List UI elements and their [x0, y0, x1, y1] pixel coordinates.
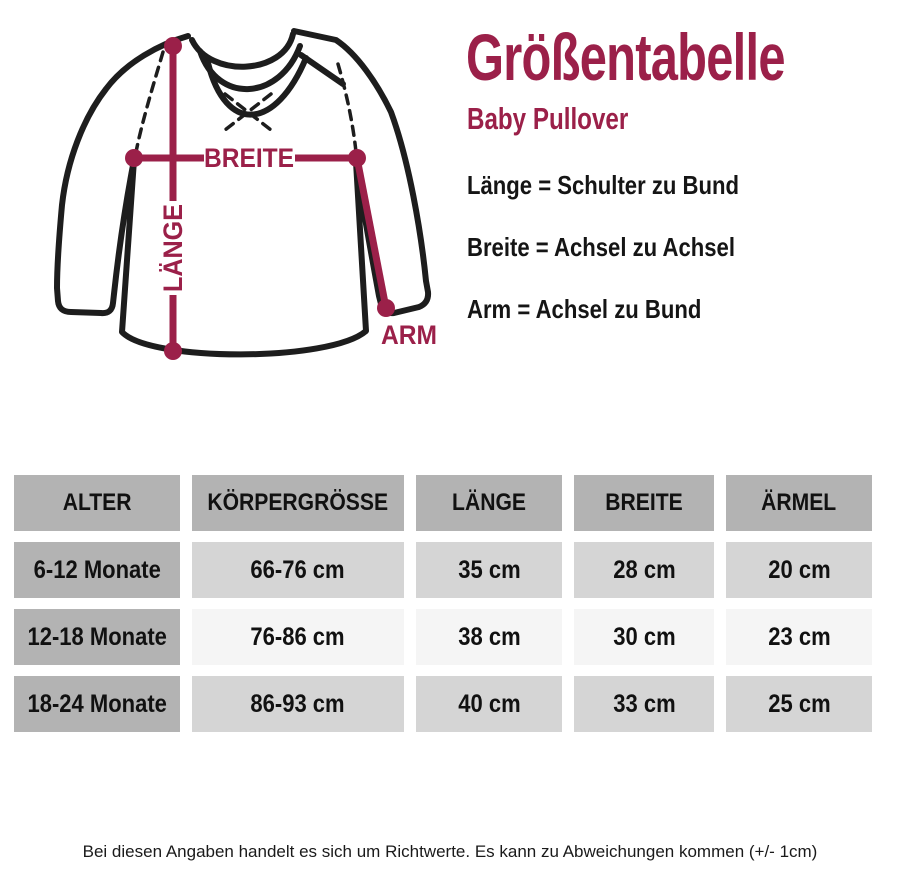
definition-arm: Arm = Achsel zu Bund [467, 294, 702, 324]
cell-row3-aermel: 25 cm [726, 676, 872, 732]
shoulder-flap-line [301, 55, 343, 84]
measurement-overlay [125, 37, 437, 360]
cell-row1-alter: 6-12 Monate [14, 542, 180, 598]
page-subtitle: Baby Pullover [467, 101, 629, 136]
cell-row2-aermel: 23 cm [726, 609, 872, 665]
header-cell-breite: BREITE [574, 475, 714, 531]
definition-laenge: Länge = Schulter zu Bund [467, 170, 739, 200]
page-title: Größentabelle [466, 20, 785, 94]
measurement-definitions [466, 172, 896, 322]
cell-row1-laenge: 35 cm [416, 542, 562, 598]
cell-row2-koerpergroesse: 76-86 cm [192, 609, 404, 665]
arm-label: ARM [381, 320, 437, 350]
footer-note: Bei diesen Angaben handelt es sich um Richtwerte. Es kann zu Abweichungen kommen (+/- 1cm) [82, 842, 818, 861]
cell-row1-aermel: 20 cm [726, 542, 872, 598]
laenge-label: LÄNGE [158, 197, 188, 292]
cell-row3-alter: 18-24 Monate [14, 676, 180, 732]
cell-row2-alter: 12-18 Monate [14, 609, 180, 665]
header-cell-aermel: ÄRMEL [726, 475, 872, 531]
cell-row3-koerpergroesse: 86-93 cm [192, 676, 404, 732]
cell-row1-koerpergroesse: 66-76 cm [192, 542, 404, 598]
cell-row3-laenge: 40 cm [416, 676, 562, 732]
definition-breite: Breite = Achsel zu Achsel [467, 232, 735, 262]
cell-row3-breite: 33 cm [574, 676, 714, 732]
header-cell-koerpergroesse: KÖRPERGRÖSSE [192, 475, 404, 531]
pullover-outline [57, 31, 428, 354]
measurement-lines [134, 46, 386, 351]
cell-row1-breite: 28 cm [574, 542, 714, 598]
pullover-diagram [0, 0, 460, 380]
header-cell-alter: ALTER [14, 475, 180, 531]
cell-row2-laenge: 38 cm [416, 609, 562, 665]
header-cell-laenge: LÄNGE [416, 475, 562, 531]
cell-row2-breite: 30 cm [574, 609, 714, 665]
title-block [466, 20, 896, 358]
breite-label: BREITE [204, 143, 294, 173]
size-table [14, 475, 872, 732]
